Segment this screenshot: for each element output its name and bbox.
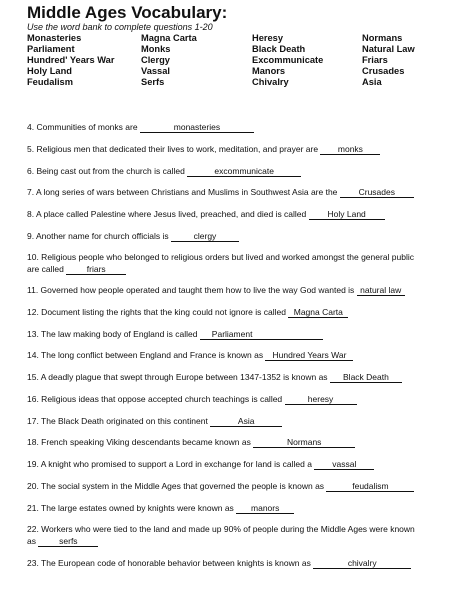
question-text: 22. Workers who were tied to the land and made up 90% of people during the Middle Ages were known [27,524,415,534]
answer-blank[interactable]: manors [236,503,294,514]
word-bank-term: Monks [141,44,171,54]
question-9 [27,230,467,242]
question-18 [27,436,467,448]
question-text: 12. Document listing the rights that the king could not ignore is called [27,307,286,317]
word-bank-term: Natural Law [362,44,415,54]
question-text: 19. A knight who promised to support a Lord in exchange for land is called a [27,459,312,469]
question-text: 15. A deadly plague that swept through Europe between 1347-1352 is known as [27,372,328,382]
question-13 [27,328,467,340]
question-4 [27,121,467,133]
question-19 [27,458,467,470]
question-12 [27,306,467,318]
answer-blank[interactable]: monks [320,144,380,155]
question-14 [27,349,467,361]
word-bank-term: Crusades [362,66,405,76]
question-7 [27,186,467,198]
question-17 [27,415,467,427]
word-bank-term: Normans [362,33,403,43]
question-8 [27,208,467,220]
answer-blank[interactable]: serfs [38,536,98,547]
word-bank-term: Monasteries [27,33,82,43]
question-23 [27,557,467,569]
question-text: 9. Another name for church officials is [27,231,169,241]
question-text: 17. The Black Death originated on this continent [27,416,208,426]
question-text: 14. The long conflict between England and France is known as [27,350,264,360]
word-bank-term: Vassal [141,66,170,76]
question-22 [27,523,467,547]
question-21 [27,502,467,514]
answer-blank[interactable]: Black Death [330,372,402,383]
word-bank-term: Feudalism [27,77,73,87]
answer-blank[interactable]: monasteries [140,122,254,133]
answer-blank[interactable]: Crusades [340,187,414,198]
word-bank-term: Serfs [141,77,165,87]
question-text: as [27,536,36,546]
question-16 [27,393,467,405]
question-text: 21. The large estates owned by knights were known as [27,503,234,513]
question-text: 16. Religious ideas that oppose accepted church teachings is called [27,394,283,404]
question-11 [27,284,467,296]
word-bank-term: Heresy [252,33,284,43]
answer-blank[interactable]: vassal [314,459,374,470]
word-bank-term: Black Death [252,44,306,54]
instructions: Use the word bank to complete questions 1-20 [27,22,213,32]
word-bank-term: Asia [362,77,382,87]
question-text: 23. The European code of honorable behavior between knights is known as [27,558,311,568]
word-bank-term: Chivalry [252,77,289,87]
answer-blank[interactable]: Hundred Years War [265,350,353,361]
word-bank-term: Parliament [27,44,75,54]
answer-blank[interactable]: Normans [253,437,355,448]
answer-blank[interactable]: excommunicate [187,166,301,177]
answer-blank[interactable]: Parliament [200,329,323,340]
answer-blank[interactable]: clergy [171,231,239,242]
question-text: 4. Communities of monks are [27,122,138,132]
answer-blank[interactable]: Magna Carta [288,307,348,318]
answer-blank[interactable]: natural law [357,285,405,296]
question-6 [27,165,467,177]
question-5 [27,143,467,155]
answer-blank[interactable]: heresy [285,394,357,405]
question-text: are called [27,264,64,274]
question-text: 20. The social system in the Middle Ages that governed the people is known as [27,481,325,491]
word-bank-term: Clergy [141,55,170,65]
word-bank-term: Excommunicate [252,55,324,65]
question-15 [27,371,467,383]
question-text: 13. The law making body of England is called [27,329,198,339]
answer-blank[interactable]: Holy Land [309,209,385,220]
word-bank-term: Hundred' Years War [27,55,115,65]
answer-blank[interactable]: Asia [210,416,282,427]
answer-blank[interactable]: feudalism [326,481,414,492]
answer-blank[interactable]: friars [66,264,126,275]
question-text: 8. A place called Palestine where Jesus lived, preached, and died is called [27,209,307,219]
word-bank-term: Friars [362,55,388,65]
question-text: 6. Being cast out from the church is called [27,166,185,176]
word-bank-term: Magna Carta [141,33,197,43]
word-bank-term: Manors [252,66,286,76]
word-bank-term: Holy Land [27,66,72,76]
question-20 [27,480,467,492]
worksheet-title: Middle Ages Vocabulary: [27,3,228,22]
question-text: 11. Governed how people operated and taught them how to live the way God wanted is [27,285,355,295]
question-text: 5. Religious men that dedicated their lives to work, meditation, and prayer are [27,144,319,154]
question-text: 7. A long series of wars between Christians and Muslims in Southwest Asia are the [27,187,338,197]
question-text: 10. Religious people who belonged to religious orders but lived and worked amongst the general public [27,252,414,262]
question-text: 18. French speaking Viking descendants became known as [27,437,251,447]
question-10 [27,251,467,275]
answer-blank[interactable]: chivalry [313,558,411,569]
word-bank [27,33,467,108]
